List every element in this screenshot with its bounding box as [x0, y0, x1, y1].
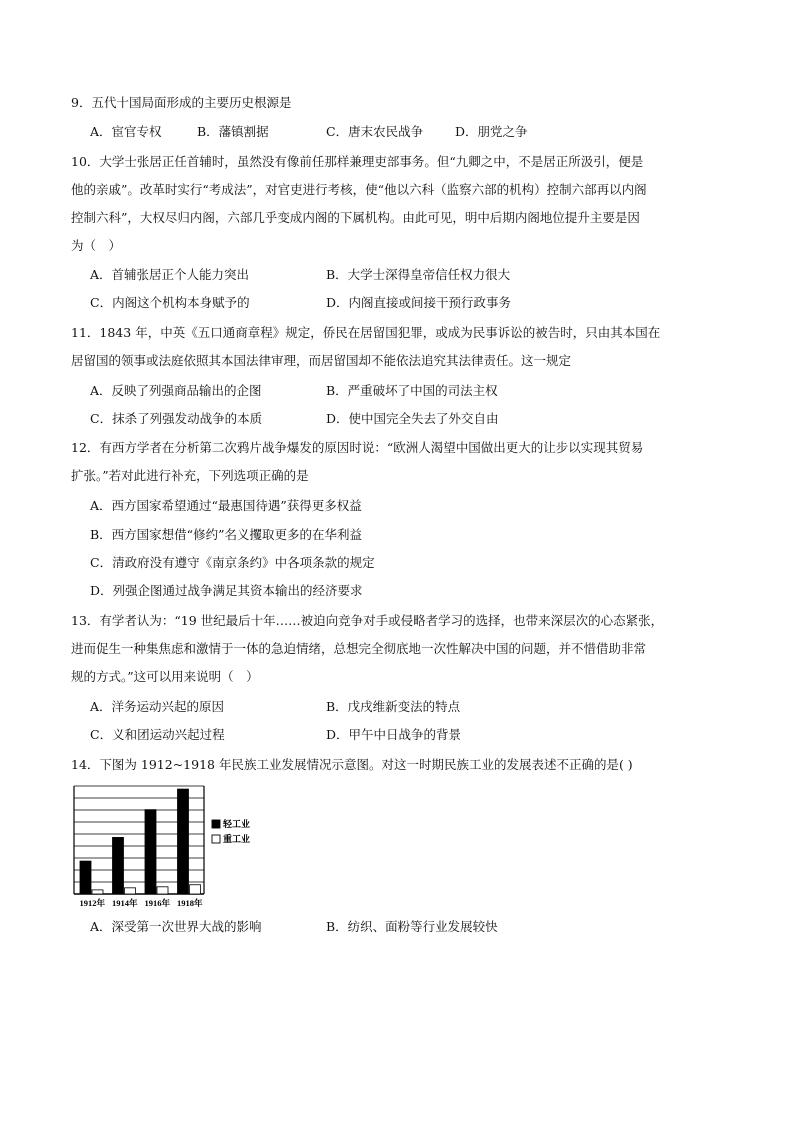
q11-stem-line: 11．1843 年，中英《五口通商章程》规定，侨民在居留国犯罪，或成为民事诉讼的被告时，只由其本国在: [71, 325, 661, 340]
q14-option-b: B．纺织、面粉等行业发展较快: [326, 919, 498, 934]
legend-swatch: [212, 835, 220, 843]
q10-option-c: C．内阁这个机构本身赋予的: [90, 295, 250, 310]
q12-option-a: A．西方国家希望通过“最惠国待遇”获得更多权益: [90, 498, 362, 513]
legend-label: 重工业: [223, 834, 251, 844]
q12-option-b: B．西方国家想借“修约”名义攫取更多的在华利益: [90, 527, 362, 542]
chart-bar-heavy-1: [125, 888, 136, 894]
chart-x-tick-label: 1914年: [111, 898, 138, 908]
q11-option-c: C．抹杀了列强发动战争的本质: [90, 411, 263, 426]
q9-option-c: C．唐末农民战争: [326, 124, 424, 139]
chart-x-tick-labels: [79, 898, 203, 908]
industry-bar-chart: [72, 784, 272, 914]
q13-stem-line: 13．有学者认为：“19 世纪最后十年……被迫向竞争对手或侵略者学习的选择，也带来深层次的心态紧张，: [71, 613, 664, 628]
legend-swatch: [212, 820, 220, 828]
q10-stem-line: 10．大学士张居正任首辅时，虽然没有像前任那样兼理吏部事务。但“九卿之中，不是居正所汲引，便是: [71, 154, 644, 169]
q13-stem-line: 进而促生一种集焦虑和激情于一体的急迫情绪，总想完全彻底地一次性解决中国的问题，并不惜借助非常: [71, 641, 647, 656]
q10-stem-line: 为（ ）: [71, 238, 122, 253]
q12-stem-line: 12．有西方学者在分析第二次鸦片战争爆发的原因时说：“欧洲人渴望中国做出更大的让步以实现其贸易: [71, 440, 644, 455]
q12-stem-line: 扩张。”若对此进行补充，下列选项正确的是: [71, 468, 309, 483]
chart-x-tick-label: 1918年: [176, 898, 203, 908]
chart-bar-light-1: [113, 837, 124, 894]
q14-option-a: A．深受第一次世界大战的影响: [90, 919, 262, 934]
q12-option-d: D．列强企图通过战争满足其资本输出的经济要求: [90, 583, 363, 598]
q13-option-d: D．甲午中日战争的背景: [326, 727, 462, 742]
q13-option-c: C．义和团运动兴起过程: [90, 727, 225, 742]
q14-stem: 14．下图为 1912~1918 年民族工业发展情况示意图。对这一时期民族工业的发展表述不正确的是( ): [71, 757, 633, 772]
q12-option-c: C．清政府没有遵守《南京条约》中各项条款的规定: [90, 555, 375, 570]
q13-option-a: A．洋务运动兴起的原因: [90, 699, 225, 714]
q9-option-d: D．朋党之争: [455, 124, 528, 139]
chart-bars: [80, 789, 201, 894]
chart-bar-heavy-3: [190, 885, 201, 894]
chart-bar-heavy-0: [92, 890, 103, 894]
q10-option-a: A．首辅张居正个人能力突出: [90, 267, 250, 282]
q9-stem: 9．五代十国局面形成的主要历史根源是: [71, 95, 292, 110]
q11-option-d: D．使中国完全失去了外交自由: [326, 411, 499, 426]
chart-x-tick-label: 1912年: [79, 898, 106, 908]
q9-option-b: B．藩镇割据: [197, 124, 269, 139]
q13-stem-line: 规的方式。”这可以用来说明（ ）: [71, 669, 259, 684]
chart-bar-light-0: [80, 861, 91, 894]
q13-option-b: B．戊戌维新变法的特点: [326, 699, 461, 714]
chart-bar-light-3: [178, 789, 189, 894]
q11-option-a: A．反映了列强商品输出的企图: [90, 383, 262, 398]
q11-stem-line: 居留国的领事或法庭依照其本国法律审理，而居留国却不能依法追究其法律责任。这一规定: [71, 353, 572, 368]
q10-stem-line: 控制六科”，大权尽归内阁，六部几乎变成内阁的下属机构。由此可见，明中后期内阁地位提升主要是因: [71, 210, 640, 225]
q11-option-b: B．严重破坏了中国的司法主权: [326, 383, 498, 398]
q10-stem-line: 他的亲戚”。改革时实行“考成法”，对官吏进行考核，使“他以六科（监察六部的机构）控制六部再以内阁: [71, 182, 647, 197]
chart-x-tick-label: 1916年: [144, 898, 171, 908]
q10-option-d: D．内阁直接或间接干预行政事务: [326, 295, 512, 310]
legend-label: 轻工业: [223, 819, 251, 829]
chart-bar-heavy-2: [157, 887, 168, 894]
chart-bar-light-2: [145, 810, 156, 894]
q10-option-b: B．大学士深得皇帝信任权力很大: [326, 267, 511, 282]
chart-legend: [212, 818, 250, 844]
q9-option-a: A．宦官专权: [90, 124, 162, 139]
